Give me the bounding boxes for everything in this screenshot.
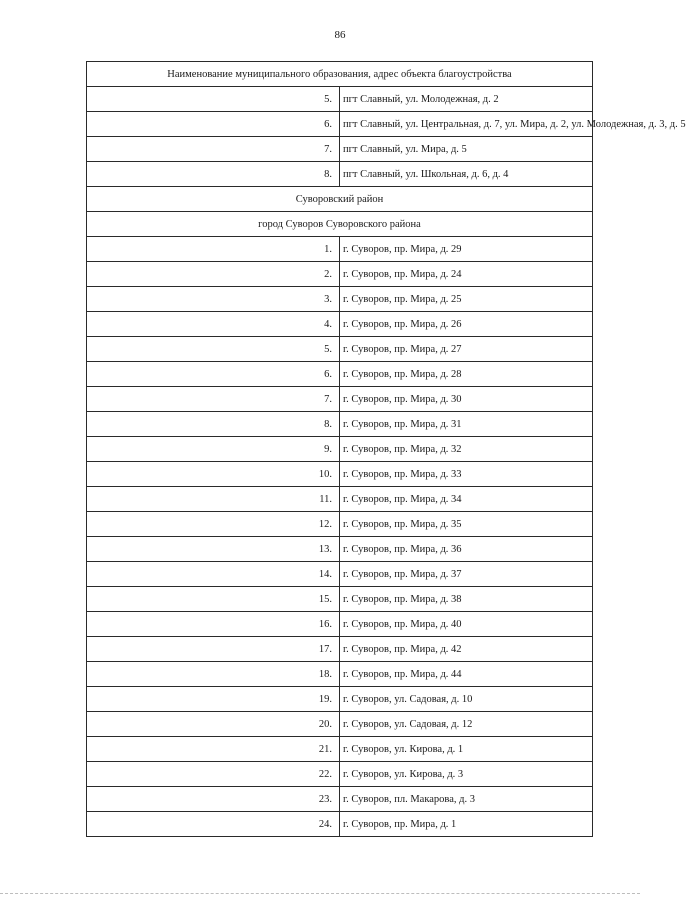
section-title: Суворовский район xyxy=(87,187,593,212)
row-number: 10. xyxy=(87,462,340,487)
row-address: г. Суворов, пр. Мира, д. 42 xyxy=(340,637,593,662)
table-row xyxy=(87,412,593,437)
row-number: 21. xyxy=(87,737,340,762)
row-number: 5. xyxy=(87,87,340,112)
row-number: 16. xyxy=(87,612,340,637)
table-row xyxy=(87,162,593,187)
row-number: 6. xyxy=(87,112,340,137)
row-address: г. Суворов, ул. Садовая, д. 12 xyxy=(340,712,593,737)
row-address: г. Суворов, пр. Мира, д. 31 xyxy=(340,412,593,437)
row-address: г. Суворов, пр. Мира, д. 28 xyxy=(340,362,593,387)
row-address: г. Суворов, пл. Макарова, д. 3 xyxy=(340,787,593,812)
table-row xyxy=(87,637,593,662)
row-number: 12. xyxy=(87,512,340,537)
row-address: пгт Славный, ул. Школьная, д. 6, д. 4 xyxy=(340,162,593,187)
row-number: 19. xyxy=(87,687,340,712)
table-row xyxy=(87,787,593,812)
row-number: 7. xyxy=(87,137,340,162)
table-row xyxy=(87,687,593,712)
table-row xyxy=(87,137,593,162)
row-address: г. Суворов, пр. Мира, д. 37 xyxy=(340,562,593,587)
table-row xyxy=(87,762,593,787)
table-row xyxy=(87,87,593,112)
table-row xyxy=(87,362,593,387)
table-row xyxy=(87,812,593,837)
table-header: Наименование муниципального образования, адрес объекта благоустройства xyxy=(87,62,593,87)
table-row xyxy=(87,562,593,587)
row-number: 9. xyxy=(87,437,340,462)
row-address: г. Суворов, пр. Мира, д. 25 xyxy=(340,287,593,312)
table-row xyxy=(87,262,593,287)
table-row xyxy=(87,512,593,537)
row-address: г. Суворов, пр. Мира, д. 34 xyxy=(340,487,593,512)
table-row xyxy=(87,587,593,612)
row-address: г. Суворов, пр. Мира, д. 26 xyxy=(340,312,593,337)
row-number: 24. xyxy=(87,812,340,837)
table-row xyxy=(87,237,593,262)
row-number: 17. xyxy=(87,637,340,662)
table-row xyxy=(87,462,593,487)
table-row xyxy=(87,112,593,137)
row-address: г. Суворов, ул. Садовая, д. 10 xyxy=(340,687,593,712)
row-address: г. Суворов, пр. Мира, д. 40 xyxy=(340,612,593,637)
row-number: 5. xyxy=(87,337,340,362)
table-row xyxy=(87,537,593,562)
objects-table xyxy=(86,61,686,837)
row-number: 8. xyxy=(87,162,340,187)
table-header-row xyxy=(87,62,593,87)
table-row xyxy=(87,437,593,462)
row-address: г. Суворов, пр. Мира, д. 33 xyxy=(340,462,593,487)
section-row xyxy=(87,212,593,237)
table-row xyxy=(87,662,593,687)
row-address: г. Суворов, пр. Мира, д. 24 xyxy=(340,262,593,287)
row-address: г. Суворов, ул. Кирова, д. 1 xyxy=(340,737,593,762)
row-address: г. Суворов, пр. Мира, д. 32 xyxy=(340,437,593,462)
row-address: г. Суворов, пр. Мира, д. 44 xyxy=(340,662,593,687)
scan-artifact-line xyxy=(0,893,640,895)
row-address: г. Суворов, пр. Мира, д. 30 xyxy=(340,387,593,412)
row-number: 2. xyxy=(87,262,340,287)
row-address: г. Суворов, пр. Мира, д. 38 xyxy=(340,587,593,612)
table-row xyxy=(87,287,593,312)
row-number: 11. xyxy=(87,487,340,512)
row-address: г. Суворов, пр. Мира, д. 36 xyxy=(340,537,593,562)
table-row xyxy=(87,312,593,337)
row-number: 23. xyxy=(87,787,340,812)
table-row xyxy=(87,387,593,412)
row-number: 14. xyxy=(87,562,340,587)
section-title: город Суворов Суворовского района xyxy=(87,212,593,237)
row-number: 18. xyxy=(87,662,340,687)
table-row xyxy=(87,712,593,737)
page-number: 86 xyxy=(334,29,346,41)
table-row xyxy=(87,487,593,512)
row-address: пгт Славный, ул. Мира, д. 5 xyxy=(340,137,593,162)
row-address: пгт Славный, ул. Молодежная, д. 2 xyxy=(340,87,593,112)
row-address: г. Суворов, пр. Мира, д. 27 xyxy=(340,337,593,362)
row-number: 7. xyxy=(87,387,340,412)
section-row xyxy=(87,187,593,212)
row-number: 13. xyxy=(87,537,340,562)
table-body xyxy=(87,62,686,837)
table-row xyxy=(87,737,593,762)
table-row xyxy=(87,337,593,362)
row-address: г. Суворов, пр. Мира, д. 29 xyxy=(340,237,593,262)
row-number: 15. xyxy=(87,587,340,612)
row-number: 20. xyxy=(87,712,340,737)
row-number: 4. xyxy=(87,312,340,337)
row-address: г. Суворов, пр. Мира, д. 1 xyxy=(340,812,593,837)
row-number: 3. xyxy=(87,287,340,312)
row-address: г. Суворов, ул. Кирова, д. 3 xyxy=(340,762,593,787)
row-number: 8. xyxy=(87,412,340,437)
table-row xyxy=(87,612,593,637)
row-number: 1. xyxy=(87,237,340,262)
row-number: 22. xyxy=(87,762,340,787)
row-address: г. Суворов, пр. Мира, д. 35 xyxy=(340,512,593,537)
row-address: пгт Славный, ул. Центральная, д. 7, ул. Мира, д. 2, ул. Молодежная, д. 3, д. 5 xyxy=(340,112,593,137)
row-number: 6. xyxy=(87,362,340,387)
